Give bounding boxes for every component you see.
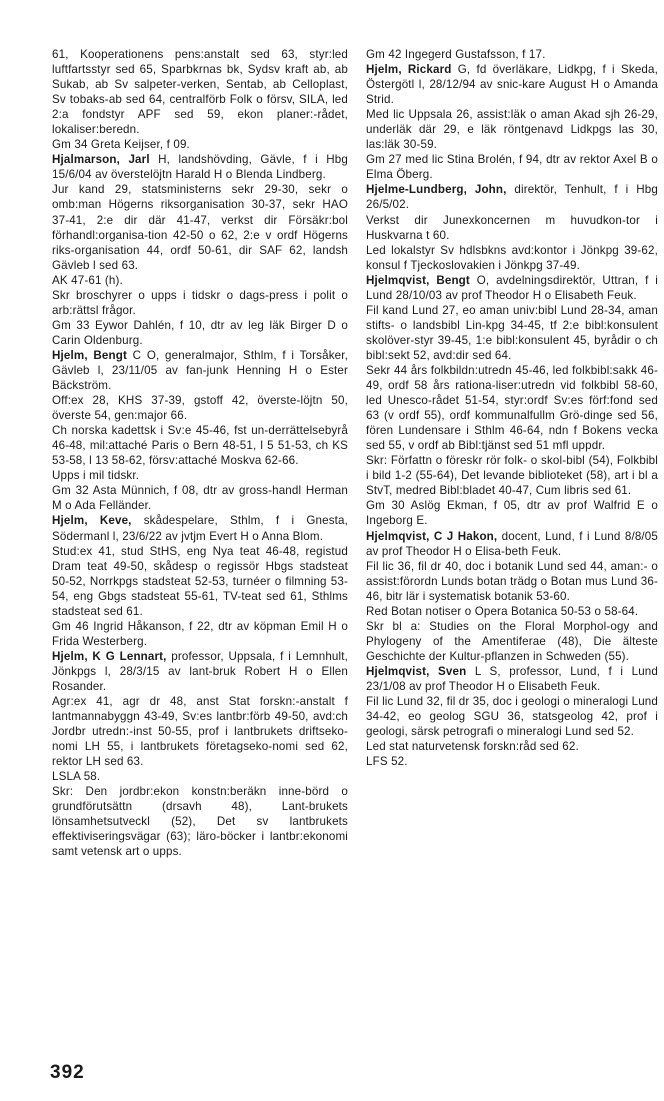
entry-text: Fil lic Lund 32, fil dr 35, doc i geologi o mineralogi Lund 34-42, eo geolog SGU 36, statsgeolog 42, prof i geologi, särsk petrografi o mineralogi Lund sed 52.: [366, 695, 658, 739]
entry-paragraph: [52, 393, 348, 423]
entry-paragraph: [52, 182, 348, 272]
entry-paragraph: [52, 288, 348, 318]
entry-paragraph: [52, 137, 348, 152]
entry-paragraph: [366, 694, 658, 739]
entry-text: Gm 32 Asta Münnich, f 08, dtr av gross-handl Herman M o Ada Felländer.: [52, 484, 348, 513]
entry-text: direktör, Tenhult, f i Hbg 26/5/02.: [366, 183, 658, 212]
entry-header: [52, 649, 348, 694]
entry-paragraph: [52, 694, 348, 769]
entry-text: Med lic Uppsala 26, assist:läk o aman Akad sjh 26-29, underläk där 29, e läk röntgenavd Lidkpgs las 30, las:läk 30-59.: [366, 108, 658, 152]
entry-text: Off:ex 28, KHS 37-39, gstoff 42, överste-löjtn 50, överste 54, gen:major 66.: [52, 394, 348, 423]
person-name: Hjelmqvist, C J Hakon,: [366, 529, 498, 543]
entry-text: Red Botan notiser o Opera Botanica 50-53 o 58-64.: [366, 604, 639, 618]
left-column: [52, 47, 348, 860]
person-name: Hjelmqvist, Sven: [366, 664, 467, 678]
entry-text: Fil lic 36, fil dr 40, doc i botanik Lund sed 44, aman:- o assist:förordn Lunds botan trädg o Botan mus Lund 36-46, bitr lär i systematisk botanik 53-60.: [366, 559, 658, 603]
entry-text: 61, Kooperationens pens:anstalt sed 63, styr:led luftfartsstyr sed 65, Sparbkrnas bk, Sydsv kraft ab, ab Sukab, ab Sv salpeter-verken, Sentab, ab Celloplast, Sv tobaks-ab sed 64, centralförb Folk o försv, SILA, led 2:a fondstyr APF sed 59, ekon planer:-rådet, lokaliser:beredn.: [52, 48, 348, 137]
entry-text: LFS 52.: [366, 755, 408, 769]
entry-text: Upps i mil tidskr.: [52, 469, 140, 483]
entry-text: Gm 46 Ingrid Håkanson, f 22, dtr av köpman Emil H o Frida Westerberg.: [52, 619, 348, 648]
entry-text: Skr broschyrer o upps i tidskr o dags-press i polit o arb:rättsl frågor.: [52, 288, 348, 317]
entry-paragraph: [52, 423, 348, 468]
entry-text: Agr:ex 41, agr dr 48, anst Stat forskn:-anstalt f lantmannabyggn 43-49, Sv:es lantbr:förb 49-50, avd:ch Jordbr utredn:-inst 50-55, prof i lantbrukets driftseko-nomi LH 55, i lantbrukets företagseko-nomi sed 62, rektor LH sed 63.: [52, 695, 348, 769]
entry-header: [366, 273, 658, 303]
entry-text: Ch norska kadettsk i Sv:e 45-46, fst un-derrättelsebyrå 46-48, mil:attaché Paris o Bern 48-51, l 5 51-53, ch KS 53-58, l 13 58-62, försv:attaché Moskva 62-66.: [52, 424, 348, 468]
person-name: Hjelm, Keve,: [52, 514, 132, 528]
entry-paragraph: [366, 559, 658, 604]
entry-paragraph: [52, 47, 348, 137]
person-name: Hjelm, K G Lennart,: [52, 649, 167, 663]
entry-text: Stud:ex 41, stud StHS, eng Nya teat 46-48, registud Dram teat 49-50, skådesp o regissör Hbgs stadsteat 50-52, Norrkpgs stadsteat 52-53, turnéer o filmning 53-54, eng Gbgs stadsteat 55-61, TV-teat sed 61, Sthlms stadsteat sed 61.: [52, 544, 348, 618]
entry-header: [52, 348, 348, 393]
entry-paragraph: [52, 483, 348, 513]
entry-paragraph: [366, 453, 658, 498]
entry-text: LSLA 58.: [52, 770, 101, 784]
entry-paragraph: [366, 619, 658, 664]
entry-paragraph: [52, 318, 348, 348]
entry-paragraph: [52, 468, 348, 483]
entry-text: Gm 30 Aslög Ekman, f 05, dtr av prof Walfrid E o Ingeborg E.: [366, 499, 658, 528]
entry-text: G, fd överläkare, Lidkpg, f i Skeda, Östergötl l, 28/12/94 av snic-kare August H o Amanda Strid.: [366, 63, 658, 107]
entry-text: Skr: Den jordbr:ekon konstn:beräkn inne-börd o grundförutsättn (drsavh 48), Lant-brukets lönsamhetsutveckl (52), Det sv lantbrukets effektiviseringsvägar (63); läro-böcker i lantbr:ekonomi samt vetensk art o upps.: [52, 785, 348, 859]
entry-text: Fil kand Lund 27, eo aman univ:bibl Lund 28-34, aman stifts- o landsbibl Lin-kpg 34-45, tf 2:e bibl:konsulent skolöver-styr 39-45, 1:e bibl:konsulent 45, byrådir o ch bibl:sekt 52, avd:dir sed 64.: [366, 303, 658, 362]
entry-text: Led stat naturvetensk forskn:råd sed 62.: [366, 740, 579, 754]
page-number: 392: [50, 1062, 85, 1083]
person-name: Hjelm, Bengt: [52, 348, 127, 362]
entry-header: [366, 664, 658, 694]
entry-paragraph: [366, 604, 658, 619]
entry-paragraph: [366, 213, 658, 243]
entry-paragraph: [366, 47, 658, 62]
entry-text: Gm 27 med lic Stina Brolén, f 94, dtr av rektor Axel B o Elma Öberg.: [366, 153, 658, 182]
entry-text: Led lokalstyr Sv hdlsbkns avd:kontor i Jönkpg 39-62, konsul f Tjeckoslovakien i Jönkpg 37-49.: [366, 243, 658, 272]
entry-header: [366, 182, 658, 212]
entry-header: [52, 513, 348, 543]
right-column: [366, 47, 658, 769]
entry-text: H, landshövding, Gävle, f i Hbg 15/6/04 av överstelöjtn Harald H o Blenda Lindberg.: [52, 153, 349, 182]
entry-paragraph: [52, 784, 348, 859]
entry-text: AK 47-61 (h).: [52, 273, 123, 287]
entry-text: docent, Lund, f i Lund 8/8/05 av prof Theodor H o Elisa-beth Feuk.: [366, 529, 658, 558]
entry-paragraph: [366, 498, 658, 528]
entry-header: [52, 152, 348, 182]
entry-paragraph: [366, 739, 658, 754]
entry-paragraph: [366, 363, 658, 453]
person-name: Hjelmqvist, Bengt: [366, 273, 470, 287]
person-name: Hjelme-Lundberg, John,: [366, 183, 507, 197]
entry-paragraph: [52, 619, 348, 649]
entry-text: C O, generalmajor, Sthlm, f i Torsåker, Gävleb l, 23/11/05 av fan-junk Henning H o Ester Bäckström.: [52, 348, 348, 393]
person-name: Hjelm, Rickard: [366, 63, 452, 77]
entry-text: Sekr 44 års folkbildn:utredn 45-46, led folkbibl:sakk 46-49, ordf 58 års rationa-liser:utredn vid folkbibl 58-60, led Unesco-rådet 51-54, styr:ordf Sv:es förf:fond sed 63 (v ordf 55), ordf kommunalfullm Grö-dinge sed 56, fören Lundensare i Sthlm 46-64, ndn f Bokens vecka sed 55, v ordf ab Bibl:tjänst sed 51 mfl uppdr.: [366, 363, 658, 453]
entry-paragraph: [366, 303, 658, 363]
entry-paragraph: [366, 754, 658, 769]
entry-paragraph: [366, 107, 658, 152]
entry-paragraph: [52, 769, 348, 784]
entry-text: L S, professor, Lund, f i Lund 23/1/08 av prof Theodor H o Elisabeth Feuk.: [366, 664, 658, 693]
entry-header: [366, 529, 658, 559]
entry-text: Jur kand 29, statsministerns sekr 29-30, sekr o omb:man Högerns riksorganisation 30-37, sekr HAO 37-41, 2:e dir där 41-47, verkst dir Försäkr:bol förhandl:organisa-tion 42-50 o 62, 2:e v ordf Högerns riks-organisation 44, ordf 50-61, dir SAF 62, landsh Gävleb l sed 63.: [52, 183, 348, 272]
entry-text: Skr bl a: Studies on the Floral Morphol-ogy and Phylogeny of the Amentiferae (48), Die älteste Geschichte der Kultur-pflanzen in Schweden (55).: [366, 619, 658, 663]
entry-paragraph: [52, 544, 348, 619]
entry-text: professor, Uppsala, f i Lemnhult, Jönkpgs l, 28/3/15 av lant-bruk Robert H o Ellen Rosander.: [52, 649, 348, 693]
entry-text: Skr: Författn o föreskr rör folk- o skol-bibl (54), Folkbibl i bild 1-2 (55-64), Det levande biblioteket (58), art i bl a StvT, medred Bibl:bladet 40-47, Cum libris sed 61.: [366, 454, 658, 498]
entry-header: [366, 62, 658, 107]
entry-text: Verkst dir Junexkoncernen m huvudkon-tor i Huskvarna t 60.: [366, 213, 658, 242]
entry-text: O, avdelningsdirektör, Uttran, f i Lund 28/10/03 av prof Theodor H o Elisabeth Feuk.: [366, 273, 659, 302]
entry-text: skådespelare, Sthlm, f i Gnesta, Södermanl l, 23/6/22 av jvtjm Evert H o Anna Blom.: [52, 514, 348, 543]
entry-paragraph: [366, 152, 658, 182]
entry-text: Gm 42 Ingegerd Gustafsson, f 17.: [366, 48, 546, 61]
entry-paragraph: [52, 273, 348, 288]
entry-paragraph: [366, 243, 658, 273]
person-name: Hjalmarson, Jarl: [52, 153, 150, 167]
entry-text: Gm 33 Eywor Dahlén, f 10, dtr av leg läk Birger D o Carin Oldenburg.: [52, 318, 348, 347]
entry-text: Gm 34 Greta Keijser, f 09.: [52, 138, 190, 152]
